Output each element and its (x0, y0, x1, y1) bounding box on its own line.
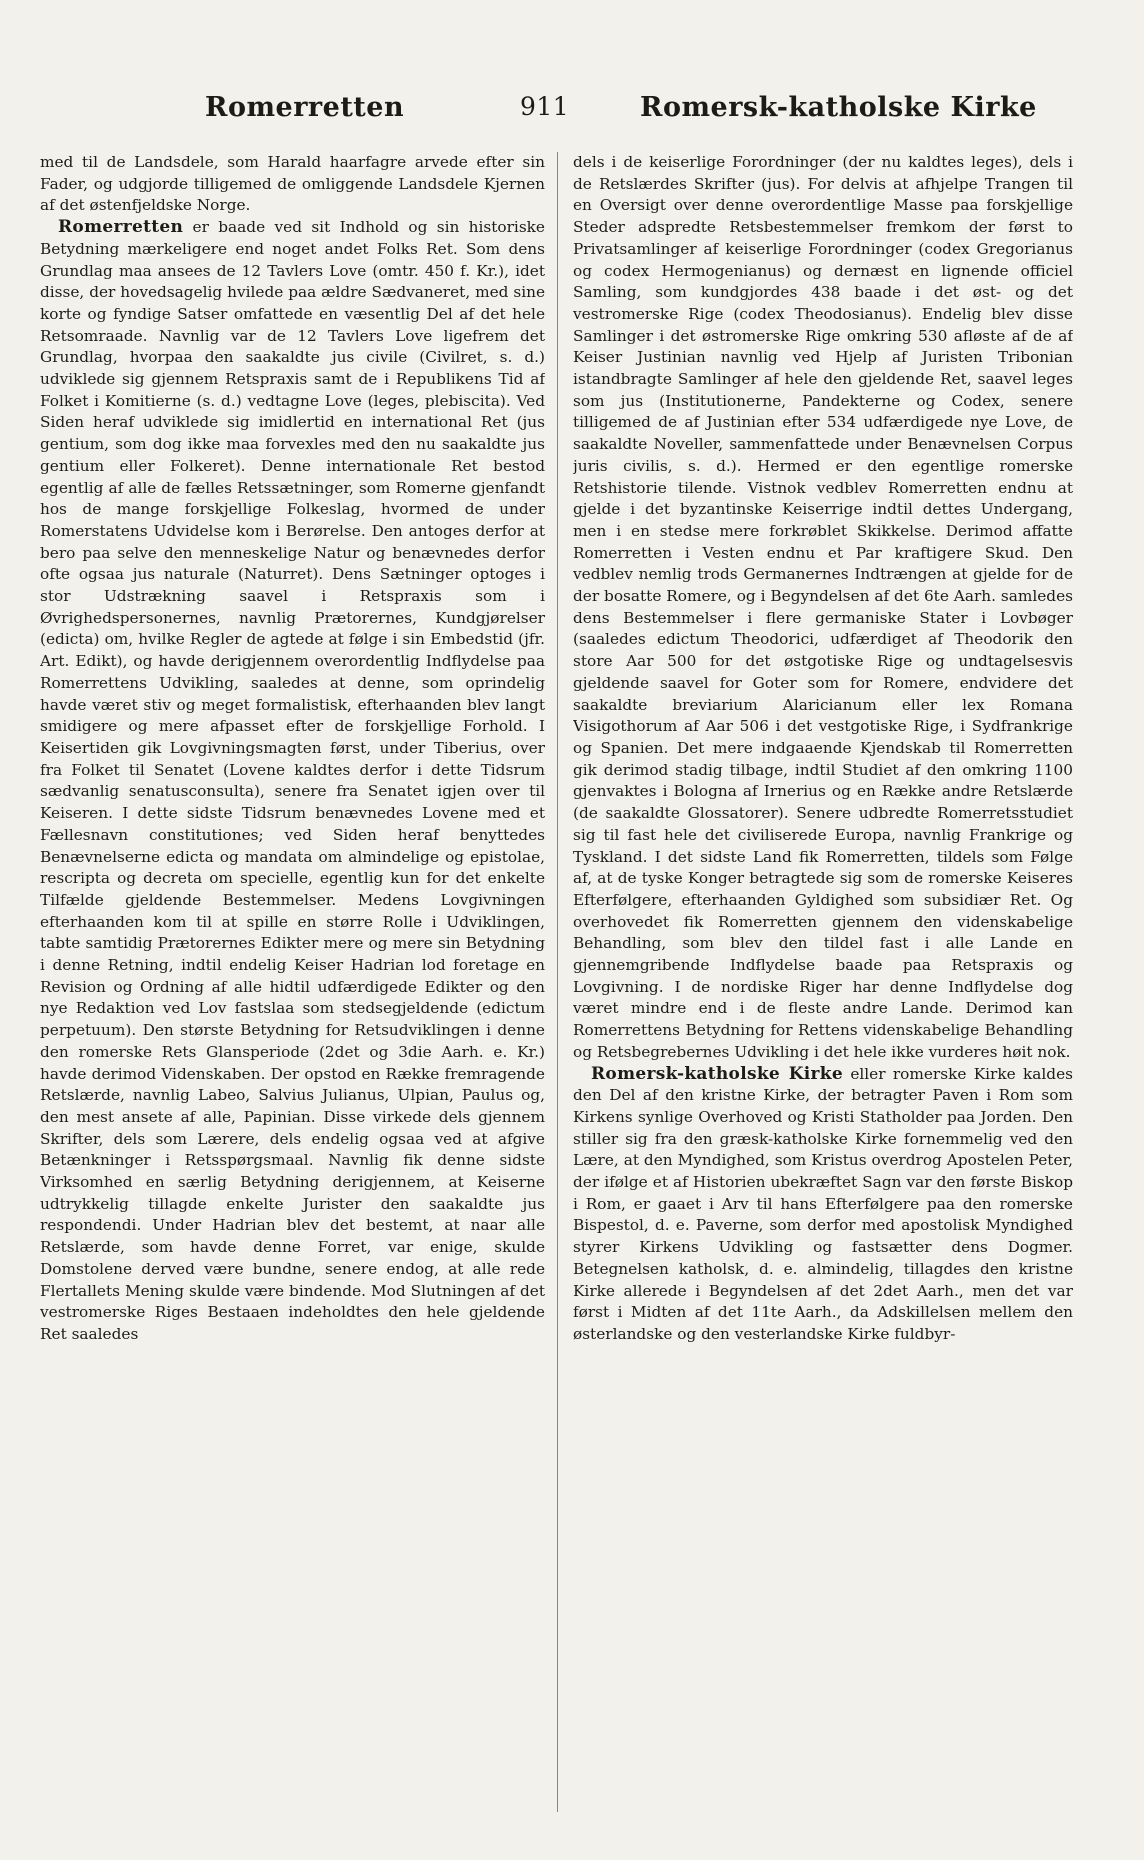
right-column (573, 152, 1073, 1842)
entry-headword: Romersk-katholske Kirke (591, 1063, 843, 1084)
entry-romerretten (40, 217, 545, 1346)
running-head-right: Romersk-katholske Kirke (640, 92, 1037, 123)
page-number: 911 (520, 92, 570, 121)
column-divider (557, 152, 558, 1812)
running-head-left: Romerretten (205, 92, 405, 123)
left-column (40, 152, 545, 1842)
entry-headword: Romerretten (58, 217, 184, 238)
entry-romersk-katholske-kirke (573, 1064, 1073, 1346)
paragraph-continuation: med til de Landsdele, som Harald haarfagre arvede efter sin Fader, og udgjorde tilligemed de omliggende Landsdele Kjernen af det østenfjeldske Norge. (40, 153, 545, 215)
entry-body: eller romerske Kirke kaldes den Del af den kristne Kirke, der betragter Paven i Rom som Kirkens synlige Overhoved og Kristi Statholder paa Jorden. Den stiller sig fra den græsk-katholske Kirke fornemmelig ved den Lære, at den Myndighed, som Kristus overdrog Apostelen Peter, der ifølge et af Historien ubekræftet Sagn var den første Biskop i Rom, er gaaet i Arv til hans Efterfølgere paa den romerske Bispestol, d. e. Paverne, som derfor med apostolisk Myndighed styrer Kirkens Udvikling og fastsætter dens Dogmer. Betegnelsen katholsk, d. e. almindelig, tillagdes den kristne Kirke allerede i Begyndelsen af det 2det Aarh., men det var først i Midten af det 11te Aarh., da Adskillelsen mellem den østerlandske og den vesterlandske Kirke fuldbyr- (573, 1064, 1073, 1343)
paragraph-continuation: dels i de keiserlige Forordninger (der nu kaldtes leges), dels i de Retslærdes Skrifter (jus). For delvis at afhjelpe Trangen til en Oversigt over denne overordentlige Masse paa forskjellige Steder adspredte Retsbestemmelser fremkom der først to Privatsamlinger af keiserlige Forordninger (codex Gregorianus og codex Hermogenianus) og dernæst en lignende officiel Samling, som kundgjordes 438 baade i det øst- og det vestromerske Rige (codex Theodosianus). Endelig blev disse Samlinger i det østromerske Rige omkring 530 afløste af de af Keiser Justinian navnlig ved Hjelp af Juristen Tribonian istandbragte Samlinger af hele den gjeldende Ret, saavel leges som jus (Institutionerne, Pandekterne og Codex, senere tilligemed de af Justinian efter 534 udfærdigede nye Love, de saakaldte Noveller, sammenfattede under Benævnelsen Corpus juris civilis, s. d.). Hermed er den egentlige romerske Retshistorie tilende. Vistnok vedblev Romerretten endnu at gjelde i det byzantinske Keiserrige indtil dettes Undergang, men i en stedse mere forkrøblet Skikkelse. Derimod affatte Romerretten i Vesten endnu et Par kraftigere Skud. Den vedblev nemlig trods Germanernes Indtrængen at gjelde for de der bosatte Romere, og i Begyndelsen af det 6te Aarh. samledes dens Bestemmelser i flere germaniske Stater i Lovbøger (saaledes edictum Theodorici, udfærdiget af Theodorik den store Aar 500 for det østgotiske Rige og undtagelsesvis gjeldende saavel for Goter som for Romere, endvidere det saakaldte breviarium Alaricianum eller lex Romana Visigothorum af Aar 506 i det vestgotiske Rige, i Sydfrankrige og Spanien. Det mere indgaaende Kjendskab til Romerretten gik derimod stadig tilbage, indtil Studiet af den omkring 1100 gjenvaktes i Bologna af Irnerius og en Række andre Retslærde (de saakaldte Glossatorer). Senere udbredte Romerretsstudiet sig til fast hele det civiliserede Europa, navnlig Frankrige og Tyskland. I det sidste Land fik Romerretten, tildels som Følge af, at de tyske Konger betragtede sig som de romerske Keiseres Efterfølgere, efterhaanden Gyldighed som subsidiær Ret. Og overhovedet fik Romerretten gjennem den videnskabelige Behandling, som blev den tildel fast i alle Lande en gjennemgribende Indflydelse baade paa Retspraxis og Lovgivning. I de nordiske Riger har denne Indflydelse dog været mindre end i de fleste andre Lande. Derimod kan Romerrettens Betydning for Rettens videnskabelige Behandling og Retsbegrebernes Udvikling i det hele ikke vurderes høit nok. (573, 153, 1073, 1061)
entry-body: er baade ved sit Indhold og sin historiske Betydning mærkeligere end noget andet Folks Ret. Som dens Grundlag maa ansees de 12 Tavlers Love (omtr. 450 f. Kr.), idet disse, der hovedsagelig hvilede paa ældre Sædvaneret, med sine korte og fyndige Satser omfattede en væsentlig Del af det hele Retsomraade. Navnlig var de 12 Tavlers Love ligefrem det Grundlag, hvorpaa den saakaldte jus civile (Civilret, s. d.) udviklede sig gjennem Retspraxis samt de i Republikens Tid af Folket i Komitierne (s. d.) vedtagne Love (leges, plebiscita). Ved Siden heraf udviklede sig imidlertid en international Ret (jus gentium, som dog ikke maa forvexles med den nu saakaldte jus gentium eller Folkeret). Denne internationale Ret bestod egentlig af alle de fælles Retssætninger, som Romerne gjenfandt hos de mange forskjellige Folkeslag, hvormed de under Romerstatens Udvidelse kom i Berørelse. Den antoges derfor at bero paa selve den menneskelige Natur og benævnedes derfor ofte ogsaa jus naturale (Naturret). Dens Sætninger optoges i stor Udstrækning saavel i Retspraxis som i Øvrighedspersonernes, navnlig Prætorernes, Kundgjørelser (edicta) om, hvilke Regler de agtede at følge i sin Embedstid (jfr. Art. Edikt), og havde derigjennem overordentlig Indflydelse paa Romerrettens Udvikling, saaledes at denne, som oprindelig havde været stiv og meget formalistisk, efterhaanden blev langt smidigere og mere afpasset efter de forskjellige Forhold. I Keisertiden gik Lovgivningsmagten først, under Tiberius, over fra Folket til Senatet (Lovene kaldtes derfor i dette Tidsrum sædvanlig senatusconsulta), senere fra Senatet igjen over til Keiseren. I dette sidste Tidsrum benævnedes Lovene med et Fællesnavn constitutiones; ved Siden heraf benyttedes Benævnelserne edicta og mandata om almindelige og epistolae, rescripta og decreta om specielle, egentlig kun for det enkelte Tilfælde gjeldende Bestemmelser. Medens Lovgivningen efterhaanden kom til at spille en større Rolle i Udviklingen, tabte samtidig Prætorernes Edikter mere og mere sin Betydning i denne Retning, indtil endelig Keiser Hadrian lod foretage en Revision og Ordning af alle hidtil udfærdigede Edikter og den nye Redaktion ved Lov fastslaa som stedsegjeldende (edictum perpetuum). Den største Betydning for Retsudviklingen i denne den romerske Rets Glansperiode (2det og 3die Aarh. e. Kr.) havde derimod Videnskaben. Der opstod en Række fremragende Retslærde, navnlig Labeo, Salvius Julianus, Ulpian, Paulus og, den mest ansete af alle, Papinian. Disse virkede dels gjennem Skrifter, dels som Lærere, dels endelig ogsaa ved at afgive Betænkninger i Retsspørgsmaal. Navnlig fik denne sidste Virksomhed en særlig Betydning derigjennem, at Keiserne udtrykkelig tillagde enkelte Jurister den saakaldte jus respondendi. Under Hadrian blev det bestemt, at naar alle Retslærde, som havde denne Forret, var enige, skulde Domstolene derved være bundne, senere endog, at alle rede Flertallets Mening skulde være bindende. Mod Slutningen af det vestromerske Riges Bestaaen indeholdtes den hele gjeldende Ret saaledes (40, 218, 545, 1343)
